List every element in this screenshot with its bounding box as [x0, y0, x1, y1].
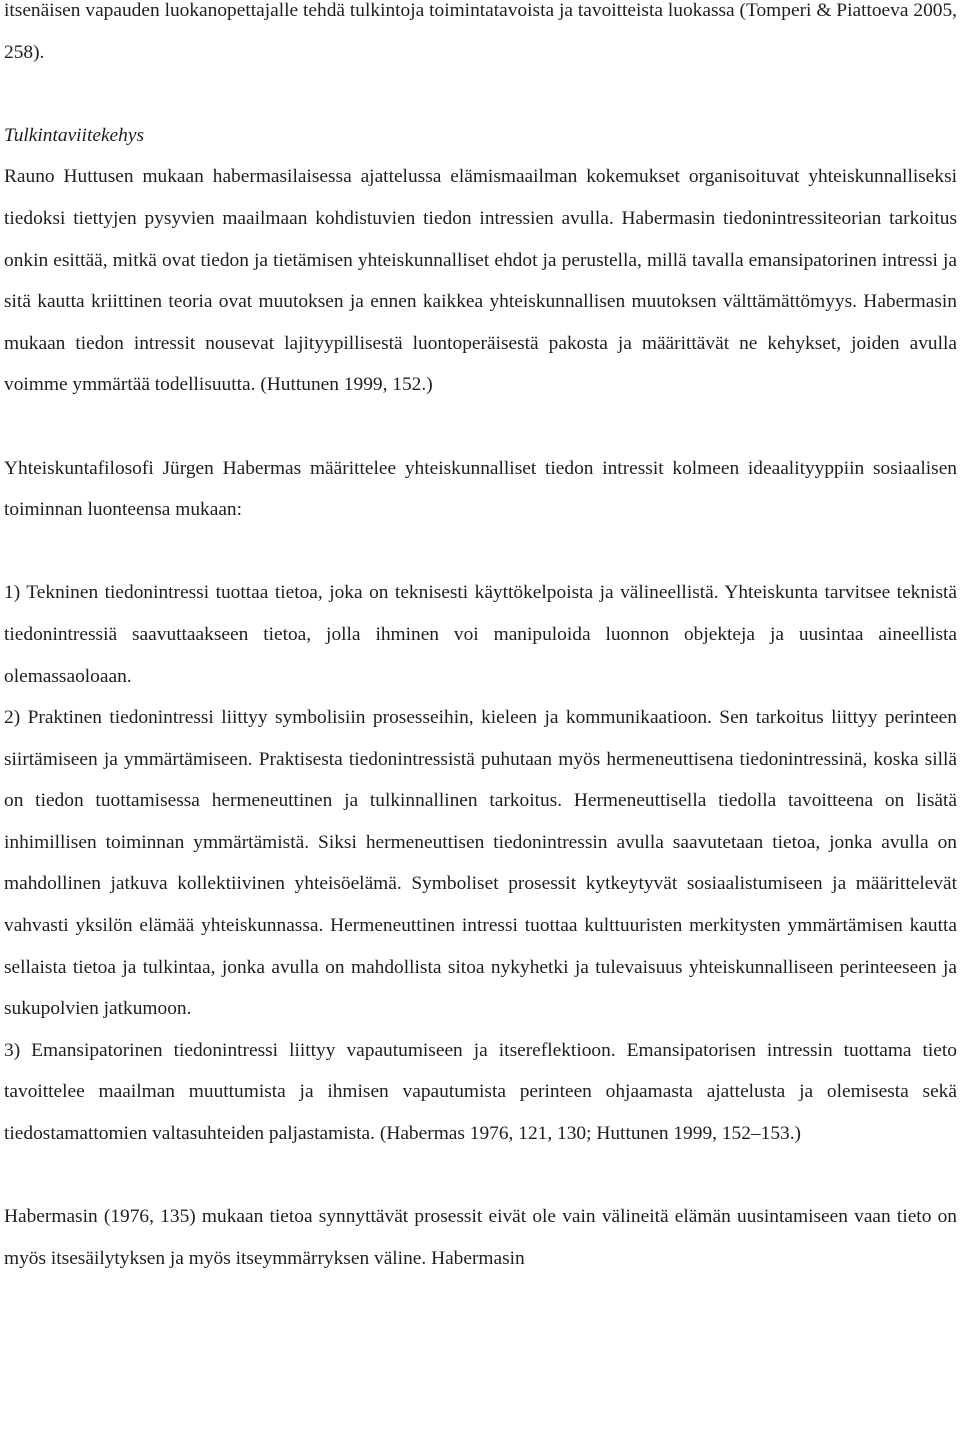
paragraph-intro-tail: itsenäisen vapauden luokanopettajalle tehdä tulkintoja toimintatavoista ja tavoitteista luokassa (Tomperi & Piattoeva 2005, 258). [4, 0, 957, 63]
list-item-practical: 2) Praktinen tiedonintressi liittyy symbolisiin prosesseihin, kieleen ja kommunikaatioon. Sen tarkoitus liittyy perinteen siirtämiseen ja ymmärtämiseen. Praktisesta tiedonintressistä puhutaan myös hermeneuttisena tiedonintressinä, koska sillä on tiedon tuottamisessa hermeneuttinen ja tulkinnallinen tarkoitus. Hermeneuttisella tiedolla tavoitteena on lisätä inhimillisen toiminnan ymmärtämistä. Siksi hermeneuttisen tiedonintressin avulla saavutetaan tietoa, jonka avulla on mahdollinen jatkuva kollektiivinen yhteisöelämä. Symboliset prosessit kytkeytyvät sosiaalistumiseen ja määrittelevät vahvasti yksilön elämää yhteiskunnassa. Hermeneuttinen intressi tuottaa kulttuuristen merkitysten ymmärtämisen kautta sellaista tietoa ja tulkintaa, jonka avulla on mahdollista sitoa nykyhetki ja tulevaisuus yhteiskunnalliseen perinteeseen ja sukupolvien jatkumoon. [4, 707, 957, 1020]
list-item-technical: 1) Tekninen tiedonintressi tuottaa tietoa, joka on teknisesti käyttökelpoista ja välineellistä. Yhteiskunta tarvitsee teknistä tiedonintressiä saavuttaakseen tietoa, jolla ihminen voi manipuloida luonnon objekteja ja uusintaa aineellista olemassaoloaan. [4, 582, 957, 687]
paragraph-habermas-intro: Yhteiskuntafilosofi Jürgen Habermas määrittelee yhteiskunnalliset tiedon intressit kolmeen ideaalityyppiin sosiaalisen toiminnan luonteensa mukaan: [4, 457, 957, 521]
document-page [4, 0, 957, 1279]
paragraph-huttunen: Rauno Huttusen mukaan habermasilaisessa ajattelussa elämismaailman kokemukset organisoituvat yhteiskunnalliseksi tiedoksi tiettyjen pysyvien maailmaan kohdistuvien tiedon intressien avulla. Habermasin tiedonintressiteorian tarkoitus onkin esittää, mitkä ovat tiedon ja tietämisen yhteiskunnalliset ehdot ja perustella, millä tavalla emansipatorinen intressi ja sitä kautta kriittinen teoria ovat muutoksen ja ennen kaikkea yhteiskunnallisen muutoksen välttämättömyys. Habermasin mukaan tiedon intressit nousevat lajityypillisestä luontoperäisestä pakosta ja määrittävät ne kehykset, joiden avulla voimme ymmärtää todellisuutta. (Huttunen 1999, 152.) [4, 166, 957, 396]
section-heading: Tulkintaviitekehys [4, 124, 145, 146]
paragraph-final: Habermasin (1976, 135) mukaan tietoa synnyttävät prosessit eivät ole vain välineitä elämän uusintamiseen vaan tieto on myös itsesäilytyksen ja myös itseymmärryksen väline. Habermasin [4, 1206, 957, 1269]
list-item-emancipatory: 3) Emansipatorinen tiedonintressi liittyy vapautumiseen ja itsereflektioon. Emansipatorisen intressin tuottama tieto tavoittelee maailman muuttumista ja ihmisen vapautumista perinteen ohjaamasta ajattelusta ja olemisesta sekä tiedostamattomien valtasuhteiden paljastamista. (Habermas 1976, 121, 130; Huttunen 1999, 152–153.) [4, 1039, 957, 1145]
